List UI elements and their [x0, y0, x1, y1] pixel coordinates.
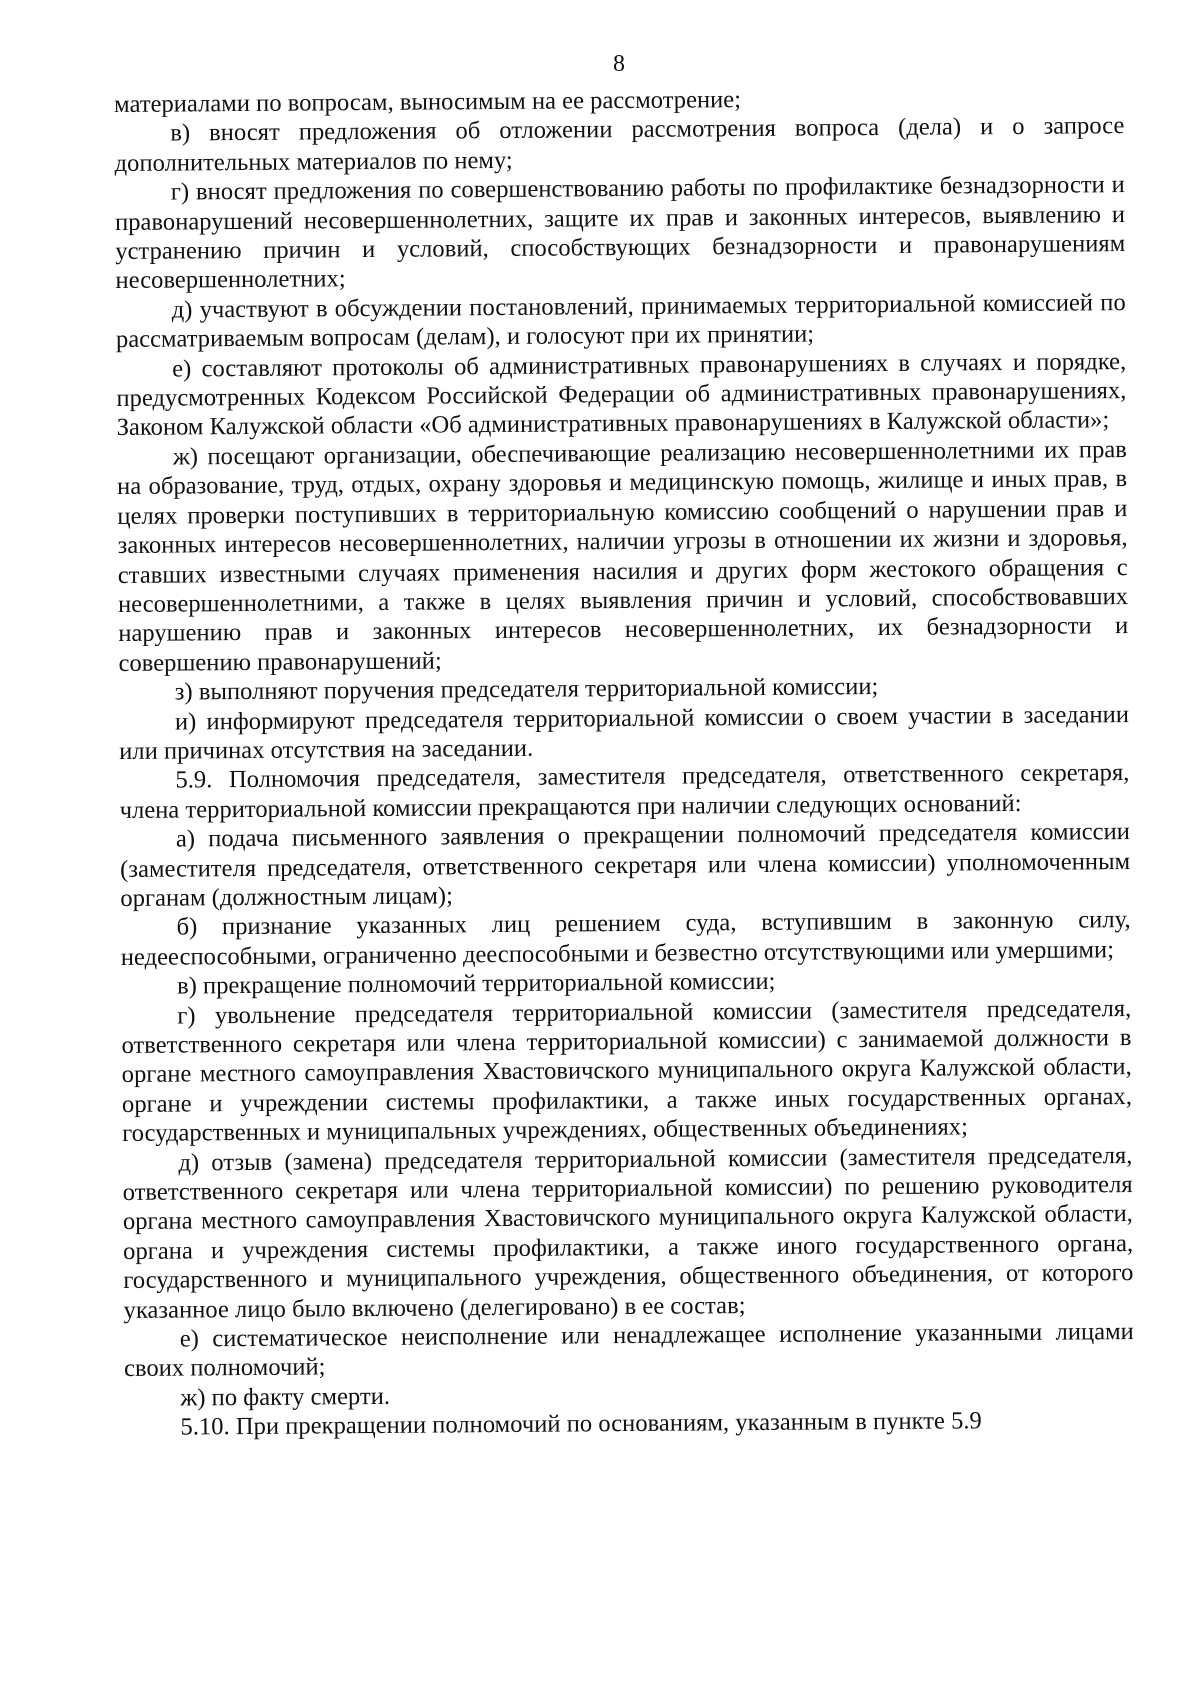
paragraph-item-v: в) вносят предложения об отложении рассмотрения вопроса (дела) и о запросе дополнительных материалов по нему; — [114, 112, 1125, 177]
clause-5-9: 5.9. Полномочия председателя, заместителя председателя, ответственного секретаря, члена территориальной комиссии прекращаются при наличии следующих оснований: — [119, 759, 1130, 824]
clause-5-9-item-b: б) признание указанных лиц решением суда, вступившим в законную силу, недееспособными, ограниченно дееспособными и безвестно отсутствующими или умершими; — [120, 906, 1131, 971]
clause-5-10: 5.10. При прекращении полномочий по основаниям, указанным в пункте 5.9 — [180, 1407, 982, 1441]
clause-5-9-item-a: а) подача письменного заявления о прекращении полномочий председателя комиссии (заместителя председателя, ответственного секретаря или члена комиссии) уполномоченным органам (должностным лицам); — [120, 818, 1131, 912]
clause-5-9-item-v: в) прекращение полномочий территориальной комиссии; — [176, 968, 776, 1000]
paragraph-item-e: е) составляют протоколы об административных правонарушениях в случаях и порядке, предусмотренных Кодексом Российской Федерации об административных правонарушениях, Законом Калужской области «Об административных правонарушениях в Калужской области»; — [116, 347, 1127, 442]
clause-5-9-item-e: е) систематическое неисполнение или ненадлежащее исполнение указанными лицами своих полномочий; — [123, 1318, 1134, 1383]
paragraph-item-z: з) выполняют поручения председателя территориальной комиссии; — [174, 673, 879, 706]
page-number: 8 — [613, 51, 625, 77]
paragraph: материалами по вопросам, выносимым на ее рассмотрение; — [114, 86, 742, 118]
paragraph-item-zh: ж) посещают организации, обеспечивающие реализацию несовершеннолетними их прав на образование, труд, отдых, охрану здоровья и медицинскую помощь, жилище и иных прав, в целях проверки поступивших в территориальную комиссию сообщений о нарушении прав и законных интересов несовершеннолетних, наличии угрозы в отношении их жизни и здоровья, ставших известными случаях применения насилия и других форм жестокого обращения с несовершеннолетними, а также в целях выявления причин и условий, способствовавших нарушению прав и законных интересов несовершеннолетних, их безнадзорности и совершению правонарушений; — [117, 435, 1129, 677]
paragraph-item-d: д) участвуют в обсуждении постановлений, принимаемых территориальной комиссией по рассматриваемым вопросам (делам), и голосуют при их принятии; — [115, 288, 1126, 354]
document-body — [114, 82, 1135, 1443]
paragraph-item-g: г) вносят предложения по совершенствованию работы по профилактике безнадзорности и правонарушений несовершеннолетних, защите их прав и законных интересов, выявлению и устранению причин и условий, способствующих безнадзорности и правонарушениям несовершеннолетних; — [114, 171, 1126, 295]
clause-5-9-item-zh: ж) по факту смерти. — [180, 1382, 391, 1412]
paragraph-item-i: и) информируют председателя территориальной комиссии о своем участии в заседании или причинах отсутствия на заседании. — [119, 700, 1130, 765]
clause-5-9-item-g: г) увольнение председателя территориальной комиссии (заместителя председателя, ответственного секретаря или члена территориальной комиссии) с занимаемой должности в органе местного самоуправления Хвастовичского муниципального округа Калужской области, органе и учреждении системы профилактики, а также иных государственных органах, государственных и муниципальных учреждениях, общественных объединениях; — [121, 994, 1133, 1148]
clause-5-9-item-d: д) отзыв (замена) председателя территориальной комиссии (заместителя председателя, ответственного секретаря или члена территориальной комиссии) по решению руководителя органа местного самоуправления Хвастовичского муниципального округа Калужской области, органа и учреждения системы профилактики, а также иного государственного органа, государственного и муниципального учреждения, общественного объединения, от которого указанное лицо было включено (делегировано) в ее состав; — [122, 1141, 1134, 1324]
